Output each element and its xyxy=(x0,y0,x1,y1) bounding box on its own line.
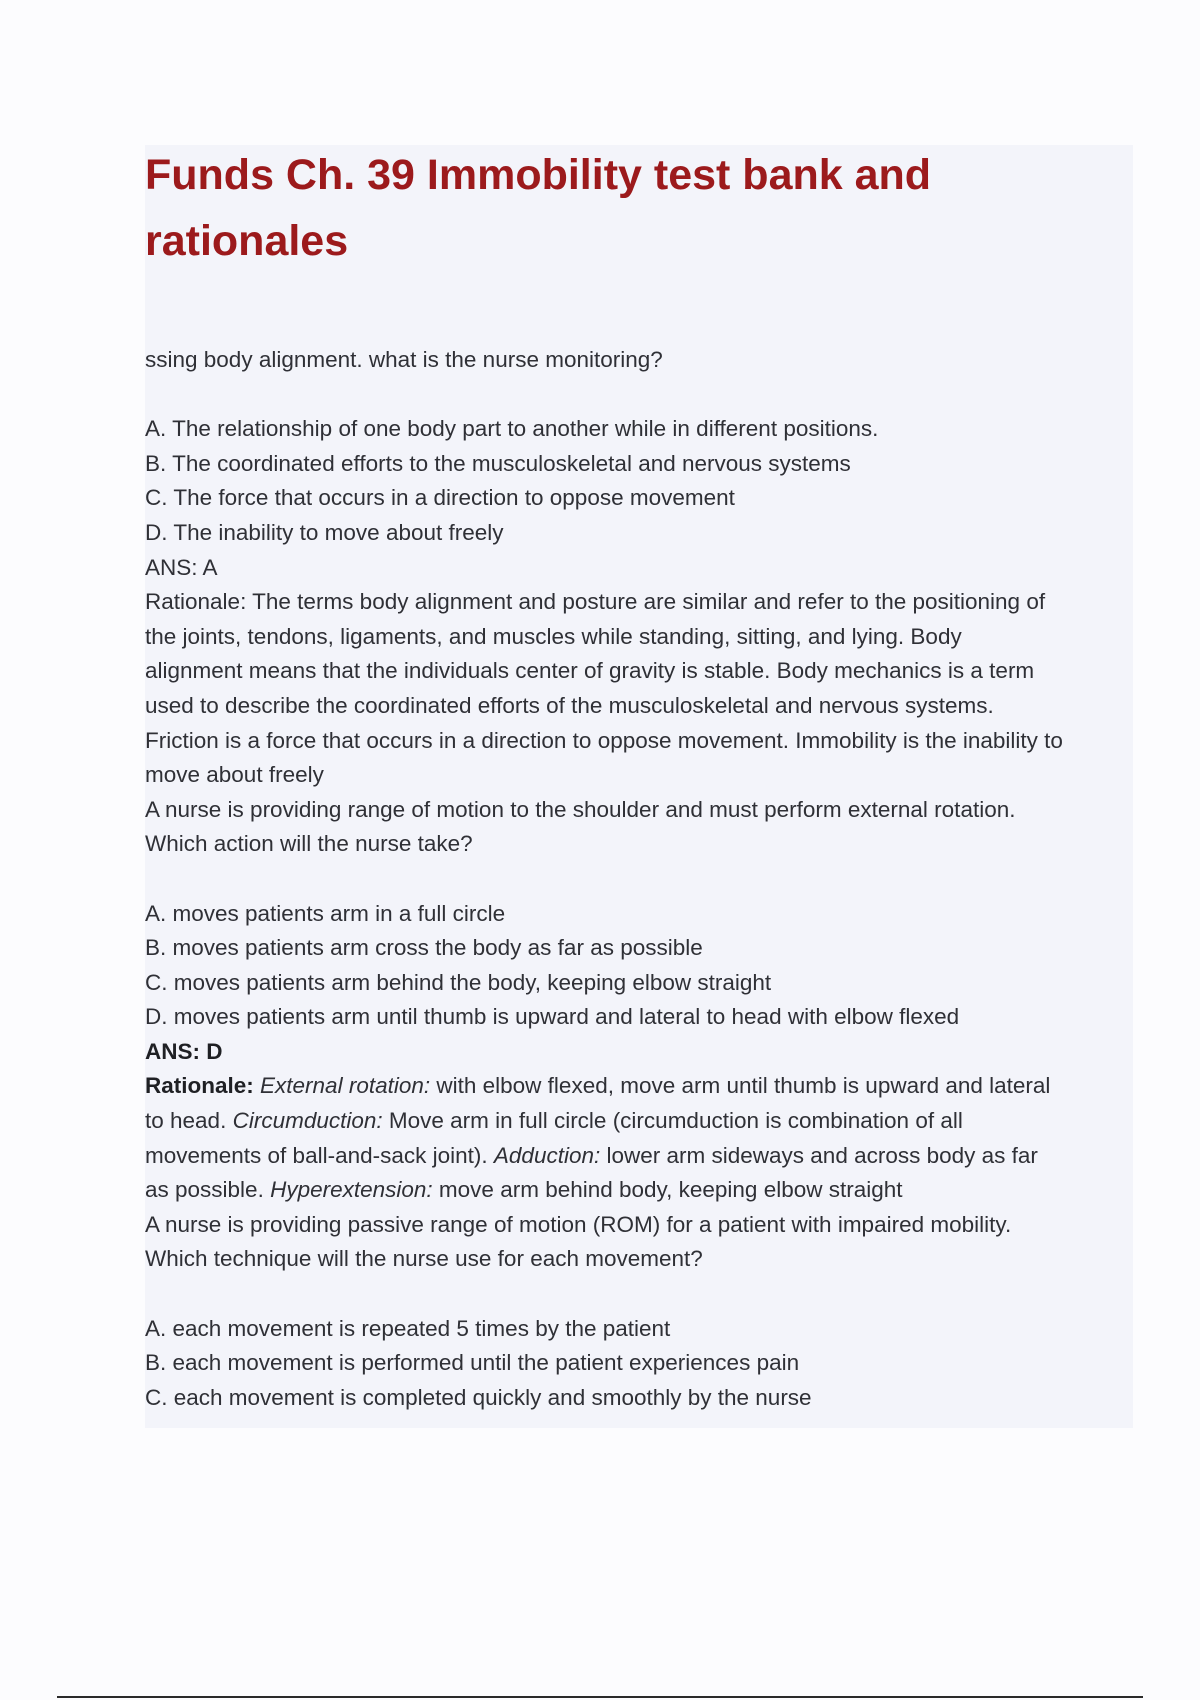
q3-option-a: A. each movement is repeated 5 times by the patient xyxy=(145,1315,671,1341)
q2-rationale-text: as possible. xyxy=(145,1177,271,1203)
q2-rationale-text: Move arm in full circle (circumduction is combination of all xyxy=(382,1108,963,1134)
q3-option-b: B. each movement is performed until the patient experiences pain xyxy=(145,1350,800,1376)
q1-rationale-line: alignment means that the individuals center of gravity is stable. Body mechanics is a term xyxy=(145,658,1035,684)
q1-option-c: C. The force that occurs in a direction to oppose movement xyxy=(145,485,735,511)
q2-stem-line: A nurse is providing range of motion to the shoulder and must perform external rotation. xyxy=(145,796,1016,822)
q2-term-circumduction: Circumduction: xyxy=(232,1108,383,1134)
q2-answer: ANS: D xyxy=(145,1038,223,1064)
q2-option-d: D. moves patients arm until thumb is upward and lateral to head with elbow flexed xyxy=(145,1004,960,1030)
q2-term-adduction: Adduction: xyxy=(493,1142,601,1168)
spacer xyxy=(145,378,1135,413)
q2-option-a: A. moves patients arm in a full circle xyxy=(145,900,506,926)
q1-stem: ssing body alignment. what is the nurse monitoring? xyxy=(145,347,663,372)
q2-rationale-line xyxy=(145,1173,1135,1208)
q1-rationale-line: Friction is a force that occurs in a direction to oppose movement. Immobility is the inability to xyxy=(145,727,1063,753)
q1-answer: ANS: A xyxy=(145,554,218,580)
q1-option-a: A. The relationship of one body part to another while in different positions. xyxy=(145,416,879,442)
q3-stem-line: A nurse is providing passive range of motion (ROM) for a patient with impaired mobility. xyxy=(145,1211,1012,1237)
q3-stem-line: Which technique will the nurse use for each movement? xyxy=(145,1246,703,1272)
q2-rationale-line xyxy=(145,1104,1135,1139)
q1-rationale-line: used to describe the coordinated efforts of the musculoskeletal and nervous systems. xyxy=(145,692,994,718)
document-body xyxy=(145,343,1135,1415)
q2-rationale-text: to head. xyxy=(145,1108,233,1134)
q2-rationale-text: with elbow flexed, move arm until thumb is upward and lateral xyxy=(430,1073,1051,1099)
q1-rationale-line: move about freely xyxy=(145,762,324,788)
q2-option-b: B. moves patients arm cross the body as far as possible xyxy=(145,935,703,961)
q2-rationale-line xyxy=(145,1139,1135,1174)
spacer xyxy=(145,1277,1135,1312)
q2-rationale-label: Rationale: xyxy=(145,1073,254,1099)
q2-rationale-text: lower arm sideways and across body as far xyxy=(600,1142,1038,1168)
q2-rationale-text: movements of ball-and-sack joint). xyxy=(145,1142,494,1168)
q1-option-d: D. The inability to move about freely xyxy=(145,519,504,545)
spacer xyxy=(145,862,1135,897)
q1-rationale-line: Rationale: The terms body alignment and posture are similar and refer to the positioning of xyxy=(145,589,1046,615)
document-title: Funds Ch. 39 Immobility test bank and rationales xyxy=(145,151,932,265)
q1-rationale-line: the joints, tendons, ligaments, and muscles while standing, sitting, and lying. Body xyxy=(145,623,962,649)
q3-option-c: C. each movement is completed quickly and smoothly by the nurse xyxy=(145,1384,812,1410)
footer-rule xyxy=(57,1696,1143,1698)
q2-term-external-rotation: External rotation: xyxy=(260,1073,431,1099)
q2-option-c: C. moves patients arm behind the body, keeping elbow straight xyxy=(145,969,772,995)
q1-option-b: B. The coordinated efforts to the musculoskeletal and nervous systems xyxy=(145,450,851,476)
q2-rationale-line xyxy=(145,1069,1135,1104)
q2-term-hyperextension: Hyperextension: xyxy=(270,1177,433,1203)
q2-stem-line: Which action will the nurse take? xyxy=(145,831,473,857)
q2-rationale-text: move arm behind body, keeping elbow straight xyxy=(432,1177,903,1203)
